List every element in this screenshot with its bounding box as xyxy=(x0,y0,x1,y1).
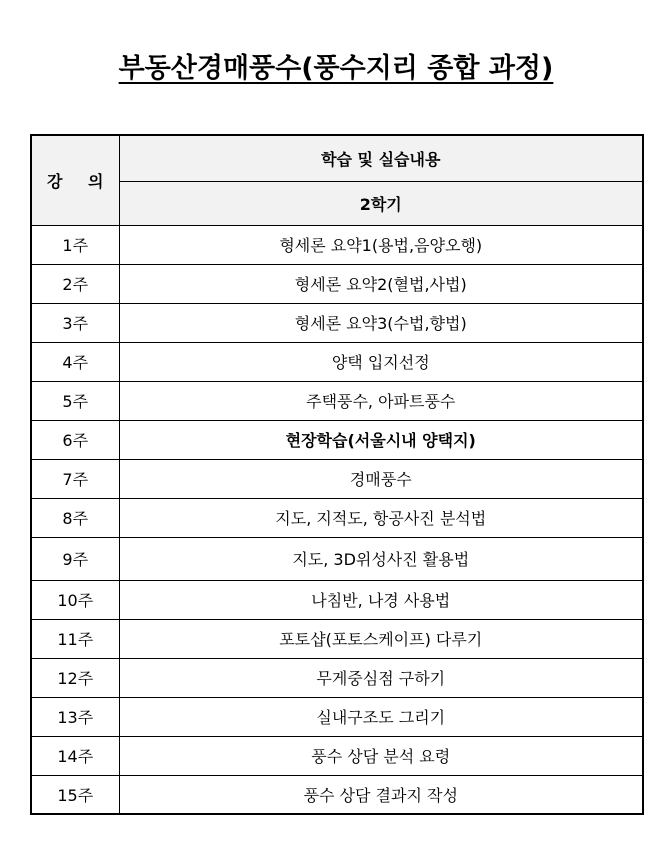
week-cell: 6주 xyxy=(31,420,119,459)
table-row xyxy=(31,342,643,381)
table-row xyxy=(31,264,643,303)
content-cell: 지도, 3D위성사진 활용법 xyxy=(119,537,643,580)
week-cell: 7주 xyxy=(31,459,119,498)
table-row xyxy=(31,381,643,420)
content-cell: 형세론 요약3(수법,향법) xyxy=(119,303,643,342)
week-cell: 1주 xyxy=(31,225,119,264)
content-cell: 형세론 요약2(혈법,사법) xyxy=(119,264,643,303)
table-row xyxy=(31,619,643,658)
table-row xyxy=(31,537,643,580)
content-cell: 풍수 상담 결과지 작성 xyxy=(119,775,643,814)
content-cell: 무게중심점 구하기 xyxy=(119,658,643,697)
week-cell: 14주 xyxy=(31,736,119,775)
content-cell: 나침반, 나경 사용법 xyxy=(119,580,643,619)
week-cell: 3주 xyxy=(31,303,119,342)
content-cell: 풍수 상담 분석 요령 xyxy=(119,736,643,775)
content-cell-highlight: 현장학습(서울시내 양택지) xyxy=(119,420,643,459)
table-row xyxy=(31,658,643,697)
header-lecture: 강 의 xyxy=(31,135,119,225)
week-cell: 12주 xyxy=(31,658,119,697)
page-title xyxy=(0,46,672,85)
week-cell: 10주 xyxy=(31,580,119,619)
week-cell: 2주 xyxy=(31,264,119,303)
header-content: 학습 및 실습내용 xyxy=(119,135,643,181)
page-title-text: 부동산경매풍수(풍수지리 종합 과정) xyxy=(118,53,554,84)
table-row xyxy=(31,697,643,736)
content-cell: 주택풍수, 아파트풍수 xyxy=(119,381,643,420)
content-cell: 경매풍수 xyxy=(119,459,643,498)
syllabus-table xyxy=(30,134,644,815)
table-header-row xyxy=(31,135,643,181)
content-cell: 지도, 지적도, 항공사진 분석법 xyxy=(119,498,643,537)
week-cell: 9주 xyxy=(31,537,119,580)
content-cell: 형세론 요약1(용법,음양오행) xyxy=(119,225,643,264)
table-row xyxy=(31,736,643,775)
week-cell: 8주 xyxy=(31,498,119,537)
table-row xyxy=(31,580,643,619)
table-subheader-row xyxy=(31,181,643,225)
table-row xyxy=(31,498,643,537)
week-cell: 11주 xyxy=(31,619,119,658)
header-semester: 2학기 xyxy=(119,181,643,225)
week-cell: 5주 xyxy=(31,381,119,420)
table-row xyxy=(31,459,643,498)
week-cell: 15주 xyxy=(31,775,119,814)
table-row xyxy=(31,225,643,264)
table-row xyxy=(31,303,643,342)
week-cell: 4주 xyxy=(31,342,119,381)
content-cell: 양택 입지선정 xyxy=(119,342,643,381)
content-cell: 실내구조도 그리기 xyxy=(119,697,643,736)
content-cell: 포토샵(포토스케이프) 다루기 xyxy=(119,619,643,658)
table-row xyxy=(31,775,643,814)
week-cell: 13주 xyxy=(31,697,119,736)
table-row xyxy=(31,420,643,459)
